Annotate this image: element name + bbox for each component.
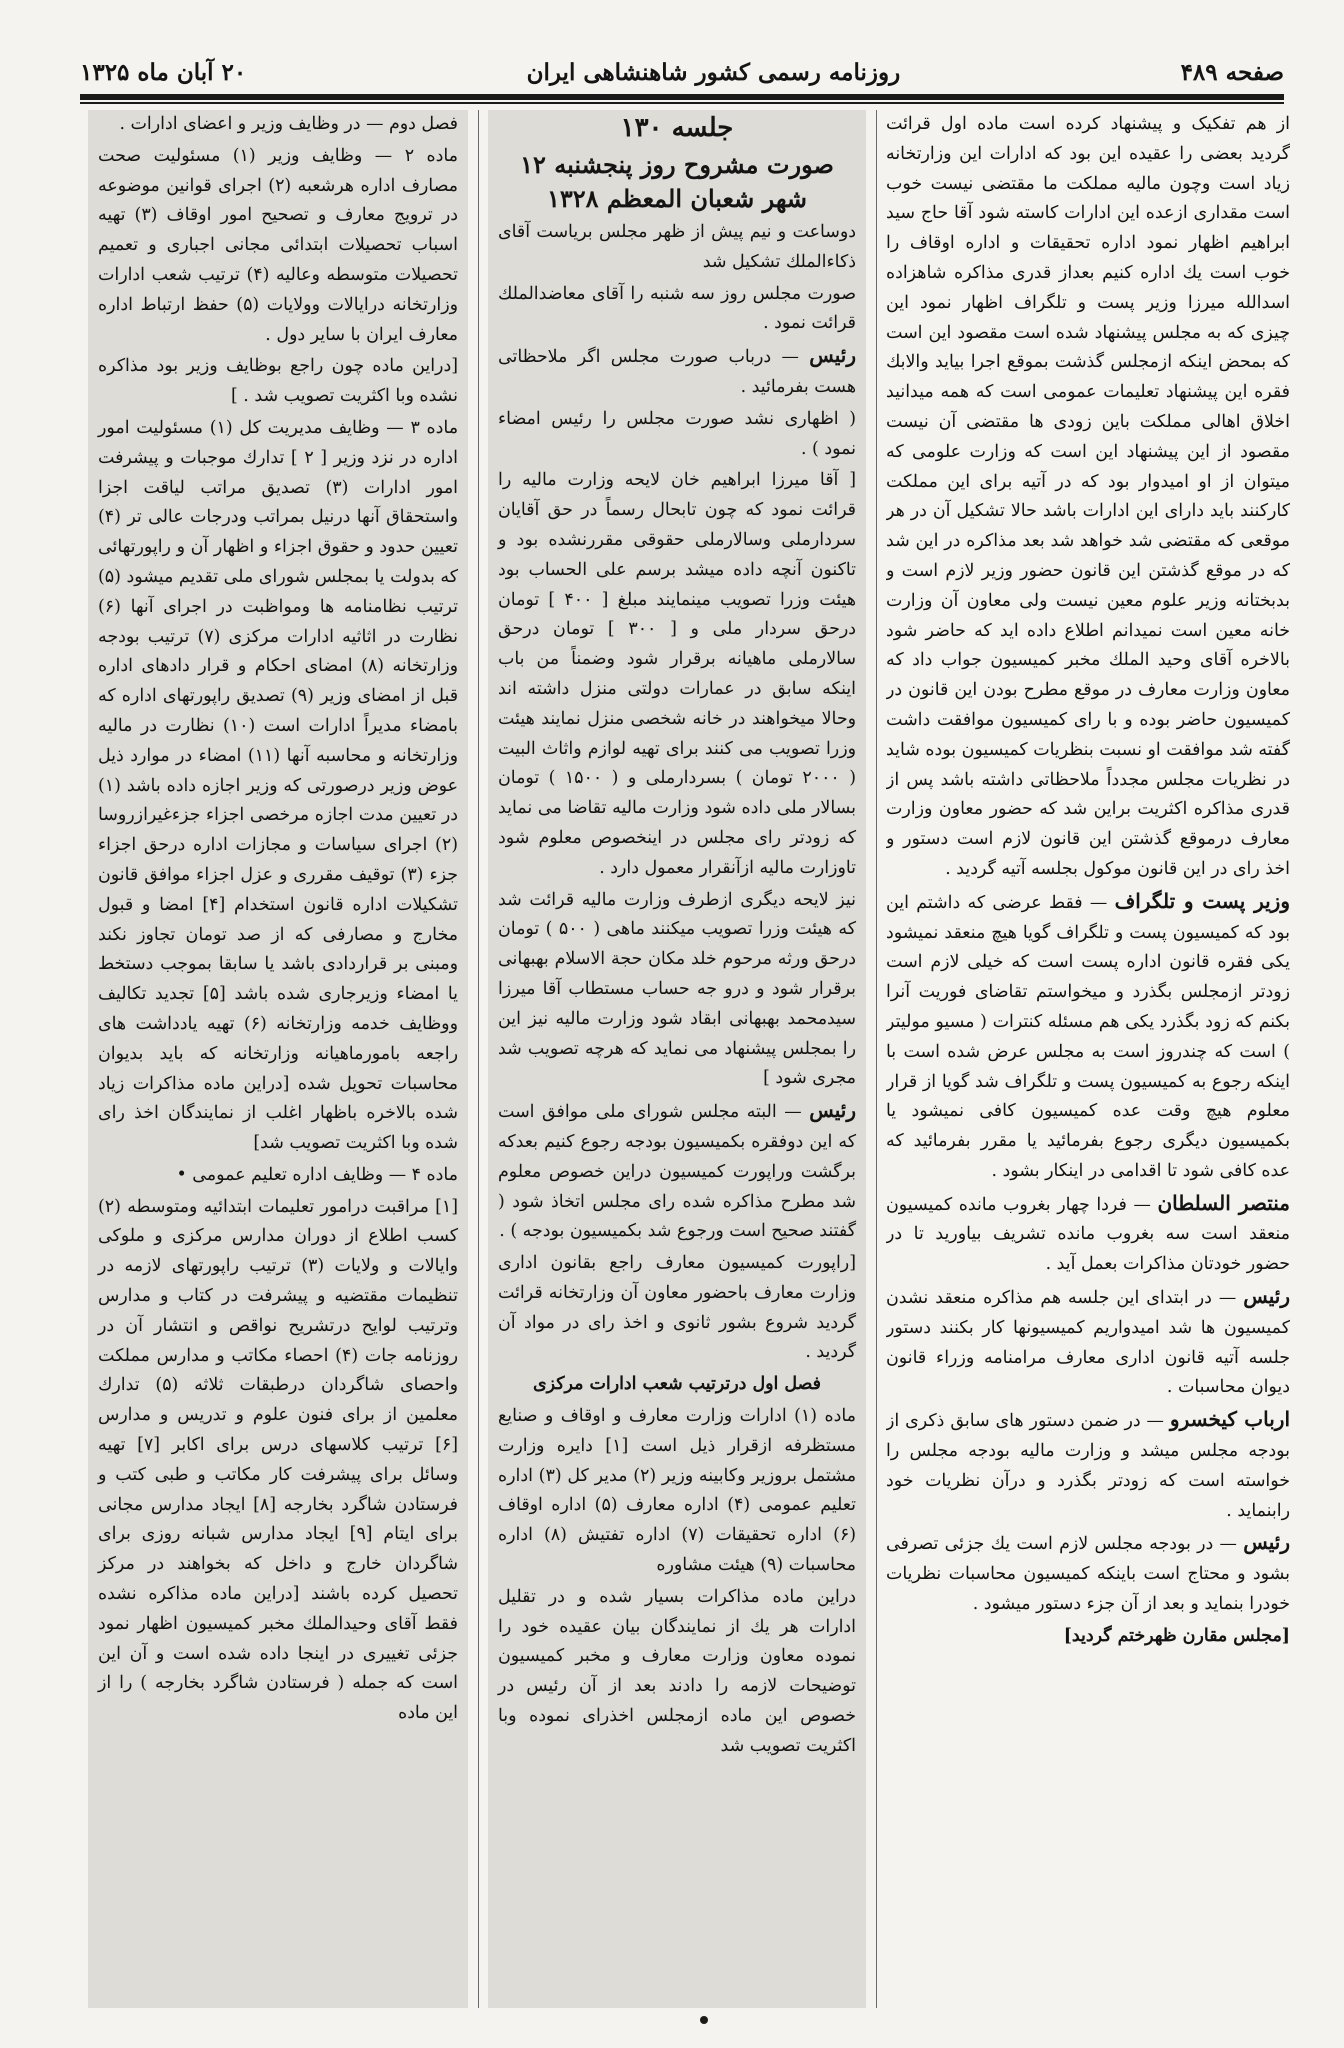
speech-text: — در ابتدای این جلسه هم مذاکره منعقد نشدن کمیسیون ها شد امیدواریم کمیسیونها کار بکنند دستور جلسه آتیه قانون اداری معارف مرامنامه وزراء قانون دیوان محاسبات .	[886, 1288, 1290, 1398]
page-number: صفحه ۴۸۹	[1180, 58, 1284, 86]
left-paragraph-3: [دراین ماده چون راجع بوظایف وزیر بود مذاکره نشده وبا اکثریت تصویب شد . ]	[98, 356, 458, 407]
header-rule-thick	[80, 94, 1284, 100]
issue-date: ۲۰ آبان ماه ۱۳۲۵	[80, 58, 247, 86]
speaker-name: رئیس	[1243, 1284, 1290, 1309]
page-end-dot	[700, 2016, 708, 2024]
middle-paragraph-10: دراین ماده مذاکرات بسیار شده و در تقلیل ادارات هر یك از نمایندگان بیان عقیده خود را نموده معاون وزارت معارف و مخبر کمیسیون توضیحات لازمه را دادند بعد از آن رئیس در خصوص این ماده ازمجلس اخذرای نموده وبا اکثریت تصویب شد	[498, 1586, 856, 1756]
right-paragraph-5	[886, 1405, 1290, 1526]
session-title: صورت مشروح روز پنجشنبه ۱۲ شهر شعبان المعظم ۱۳۲۸	[520, 150, 834, 213]
middle-paragraph-3	[498, 341, 856, 403]
page-header	[80, 52, 1284, 92]
speech-text: — در بودجه مجلس لازم است یك جزئی تصرفی بشود و محتاج است باینکه کمیسیون محاسبات نظریات خودرا بنماید و بعد از آن جزء دستور میشود .	[886, 1534, 1290, 1615]
section-title: فصل اول درترتیب شعب ادارات مرکزی	[533, 1374, 821, 1395]
right-paragraph-4	[886, 1282, 1290, 1403]
left-paragraph-5: ماده ۴ — وظایف اداره تعلیم عمومی •	[176, 1164, 458, 1185]
middle-paragraph-6: نیز لایحه دیگری ازطرف وزارت مالیه قرائت شد که هیئت وزرا تصویب میکنند ماهی ( ۵۰۰ ) تومان درحق ورثه مرحوم خلد مکان حجة الاسلام بهبهانی برقرار شود و درو جه حساب مستطاب آقا میرزا سیدمحمد بهبهانی ابقاد شود وزارت مالیه نیز این را بمجلس پیشنهاد می نماید که هرچه تصویب شد مجری شود ]	[498, 889, 856, 1089]
session-closing: [مجلس مقارن ظهرختم گردید]	[1063, 1625, 1290, 1646]
middle-paragraph-9: ماده (۱) ادارات وزارت معارف و اوقاف و صنایع مستظرفه ازقرار ذیل است [۱] دایره وزارت مشتمل بروزیر وکابینه وزیر (۲) مدیر کل (۳) اداره تعلیم عمومی (۴) اداره معارف (۵) اداره اوقاف (۶) اداره تحقیقات (۷) اداره تفتیش (۸) اداره محاسبات (۹) هیئت مشاوره	[498, 1406, 857, 1576]
speech-text: — فردا چهار بغروب مانده کمیسیون منعقد است سه بغروب مانده تشریف بیاورید تا در حضور خودتان مذاکرات بعمل آید .	[886, 1194, 1290, 1275]
session-number: جلسه ۱۳۰	[620, 113, 734, 143]
column-separator	[478, 110, 479, 2008]
speech-text: — فقط عرضی که داشتم این بود که کمیسیون پست و تلگراف گویا هیچ منعقد نمیشود یکی فقره قانون اداره پست است که خیلی لازم است زودتر ازمجلس بگذرد و میخواستم تقاضای فوریت آنرا بکنم که زود بگذرد یکی هم مسئله کنترات ( مسیو مولیتر ) است که چندروز است به مجلس عرض شده است با اینکه رجوع به کمیسیون پست و تلگراف شد گویا از قرار معلوم هیچ وقت عده کمیسیون کافی نمیشود یا بکمیسیون دیگری رجوع بفرمائید یا مقرر بفرمائید که عده کافی شود تا اقدامی در اینکار بشود .	[886, 892, 1290, 1181]
left-paragraph-4: ماده ۳ — وظایف مدیریت کل (۱) مسئولیت امور اداره در نزد وزیر [ ۲ ] تدارك موجبات و پیشرفت امور ادارات (۳) تصدیق مراتب لیاقت اجزا واستحقاق آنها درنیل بمراتب ودرجات عالی تر (۴) تعیین حدود و حقوق اجزاء و اظهار آن و راپورتهائی که بدولت یا بمجلس شورای ملی تقدیم میشود (۵) ترتیب نظامنامه ها ومواظبت در اجرای آنها (۶) نظارت در اثاثیه ادارات مرکزی (۷) ترتیب بودجه وزارتخانه (۸) امضای احکام و قرار دادهای اداره قبل از امضای وزیر (۹) تصدیق راپورتهای اداره که بامضاء مدیراً ادارات است (۱۰) نظارت در مالیه وزارتخانه و محاسبه آنها (۱۱) امضاء در موارد ذیل عوض وزیر درصورتی که وزیر اجازه داده باشد (۱) در تعیین مدت اجازه مرخصی اجزاء جزءغیرازروسا (۲) اجرای سیاسات و مجازات اداره درحق اجزاء جزء (۳) توقیف مقرری و عزل اجزاء موافق قانون تشکیلات اداره قانون استخدام [۴] امضا و قبول مخارج و مصارفی که از صد تومان تجاوز نکند ومبنی بر قراردادی باشد یا سابقا بموجب دستخط یا امضاء وزیرجاری شده باشد [۵] تجدید تکالیف ووظایف خدمه وزارتخانه (۶) تهیه یادداشت های راجعه بامورماهیانه وزارتخانه که باید بدیوان محاسبات تحویل شده [دراین ماده مذاکرات زیاد شده بالاخره باظهار اغلب از نمایندگان اخذ رای شده وبا اکثریت تصویب شد]	[98, 417, 459, 1154]
middle-paragraph-2: صورت مجلس روز سه شنبه را آقای معاضدالملك قرائت نمود .	[498, 283, 856, 334]
middle-column	[488, 110, 866, 2008]
left-paragraph-6: [۱] مراقبت درامور تعلیمات ابتدائیه ومتوسطه (۲) کسب اطلاع از دوران مدارس مرکزی و ملوکی وایالات و ولایات (۳) ترتیب راپورتهای لازمه در تنظیمات مقتضیه و پیشرفت در کتاب و مدارس وترتیب لوایح درتشریح نواقص و انتشار آن در روزنامه جات (۴) احصاء مکاتب و مدارس مملکت واحصای شاگردان درطبقات ثلاثه (۵) تدارك معلمین از برای فنون علوم و تدریس و مدارس [۶] ترتیب کلاسهای درس برای اکابر [۷] تهیه وسائل برای پیشرفت کار مکاتب و طبی کتب و فرستادن شاگرد بخارجه [۸] ایجاد مدارس مجانی برای ایتام [۹] ایجاد مدارس شبانه روزی برای شاگردان خارج و داخل که بخواهند در مرکز تحصیل کرده باشند [دراین ماده مذاکره نشده فقط آقای وحیدالملك مخبر کمیسیون اظهار نمود جزئی تغییری در اینجا داده شده است و آن این است که جمله ( فرستادن شاگرد بخارجه ) را از این ماده	[98, 1196, 459, 1724]
speech-text: — درباب صورت مجلس اگر ملاحظاتی هست بفرمائید .	[498, 347, 856, 397]
right-column	[886, 110, 1290, 2008]
speech-text: — در ضمن دستور های سابق ذکری از بودجه مجلس میشد و وزارت مالیه بودجه مجلس را خواسته است که زودتر بگذرد و درآن نظریات خود رابنماید .	[886, 1411, 1290, 1521]
left-column	[88, 110, 468, 2008]
column-separator	[876, 110, 877, 2008]
speaker-name: رئیس	[809, 343, 856, 368]
right-paragraph-6	[886, 1528, 1290, 1619]
speech-text: — البته مجلس شورای ملی موافق است که این دوفقره بکمیسیون بودجه رجوع کنیم بعدکه برگشت وراپورت کمیسیون دراین خصوص معلوم شد مطرح مذاکره شده رای مجلس اتخاذ شود ( گفتند صحیح است ورجوع شد بکمیسیون بودجه ) .	[498, 1102, 856, 1242]
left-paragraph-2: ماده ۲ — وظایف وزیر (۱) مسئولیت صحت مصارف اداره هرشعبه (۲) اجرای قوانین موضوعه در ترویج معارف و تصحیح امور اوقاف (۳) تهیه اسباب تحصیلات ابتدائی مجانی اجباری و تعمیم تحصیلات متوسطه وعالیه (۴) ترتیب شعب ادارات وزارتخانه درایالات وولایات (۵) حفظ ارتباط اداره معارف ایران با سایر دول .	[98, 145, 459, 345]
left-paragraph-1: فصل دوم — در وظایف وزیر و اعضای ادارات .	[119, 114, 458, 134]
speaker-name: منتصر السلطان	[1157, 1190, 1290, 1215]
right-paragraph-2	[886, 887, 1290, 1187]
speaker-name: ارباب کیخسرو	[1169, 1407, 1290, 1432]
middle-paragraph-4: ( اظهاری نشد صورت مجلس را رئیس امضاء نمود ) .	[498, 408, 856, 459]
middle-paragraph-8: [راپورت کمیسیون معارف راجع بقانون اداری وزارت معارف باحضور معاون آن وزارتخانه قرائت گردید شروع بشور ثانوی و اخذ رای در مواد آن گردید .	[498, 1253, 856, 1363]
middle-paragraph-1: دوساعت و نیم پیش از ظهر مجلس بریاست آقای ذکاءالملك تشکیل شد	[498, 222, 856, 272]
right-paragraph-1: از هم تفکیک و پیشنهاد کرده است ماده اول قرائت گردید بعضی را عقیده این بود که ادارات این وزارتخانه زیاد است وچون مالیه مملکت ما مقتضی نیست خوب است مقداری ازعده این ادارات کاسته شود آقا حاج سید ابراهیم اظهار نمود اداره تحقیقات و اداره اوقاف را خوب است یك اداره کنیم بعداز قدری مذاکره شاهزاده اسدالله میرزا وزیر پست و تلگراف اظهار نمود این چیزی که به مجلس پیشنهاد شده است مقصود این است که بمحض اینکه ازمجلس گذشت بموقع اجرا بیاید والابك فقره این پیشنهاد تعلیمات عمومی است که همه میدانید اخلاق اهالی مملکت باین زودی ها مقتضی آن نیست مقصود از این پیشنهاد این است که وزارت علومی که میتوان از او امیدوار بود که در آتیه برای این مملکت کارکنند باید دارای این ادارات باشد حالا تشکیل آن در هر موقعی که مقتضی شد خواهد شد بعد مذاکره در این شد که در موقع گذشتن این قانون حضور وزیر لازم است و بدبختانه وزیر علوم معین نیست ولی معاون آن وزارت خانه معین است نمیدانم اطلاع داده اید که حاضر شود بالاخره آقای وحید الملك مخبر کمیسیون جواب داد که معاون وزارت معارف در موقع مطرح بودن این قانون در کمیسیون حاضر بوده و با رای کمیسیون موافقت داشت گفته شد موافقت او نسبت بنظریات کمیسیون بوده شاید در نظریات مجلس مجدداً ملاحظاتی داشته باشد پس از قدری مذاکره اکثریت براین شد که حضور معاون وزارت معارف درموقع گذشتن این قانون لازم است دستور و اخذ رای در این قانون موکول بجلسه آتیه گردید .	[886, 114, 1290, 879]
middle-paragraph-5: [ آقا میرزا ابراهیم خان لایحه وزارت مالیه را قرائت نمود که چون تابحال رسماً در حق آقایان سردارملی وسالارملی حقوقی مقررنشده بود و تاکنون آنچه داده میشد برسم علی الحساب بود هیئت وزرا تصویب مینمایند مبلغ [ ۴۰۰ ] تومان درحق سردار ملی و [ ۳۰۰ ] تومان درحق سالارملی ماهیانه برقرار شود وضمناً من باب اینکه سابق در عمارات دولتی منزل داشته اند وحالا میخواهند در خانه شخصی منزل نمایند هیئت وزرا تصویب می کنند برای تهیه لوازم واثاث البیت ( ۲۰۰۰ تومان ) بسردارملی و ( ۱۵۰۰ ) تومان بسالار ملی داده شود وزارت مالیه تقاضا می نماید که زودتر رای مجلس در اینخصوص معلوم شود تاوزارت مالیه ازآنقرار معمول دارد .	[498, 470, 856, 878]
newspaper-title: روزنامه رسمی کشور شاهنشاهی ایران	[526, 58, 901, 86]
speaker-name: رئیس	[809, 1098, 856, 1123]
middle-paragraph-7	[498, 1096, 856, 1247]
right-paragraph-3	[886, 1189, 1290, 1280]
header-rule-thin	[80, 102, 1284, 104]
speaker-name: رئیس	[1243, 1530, 1290, 1555]
speaker-name: وزیر پست و تلگراف	[1114, 888, 1290, 913]
